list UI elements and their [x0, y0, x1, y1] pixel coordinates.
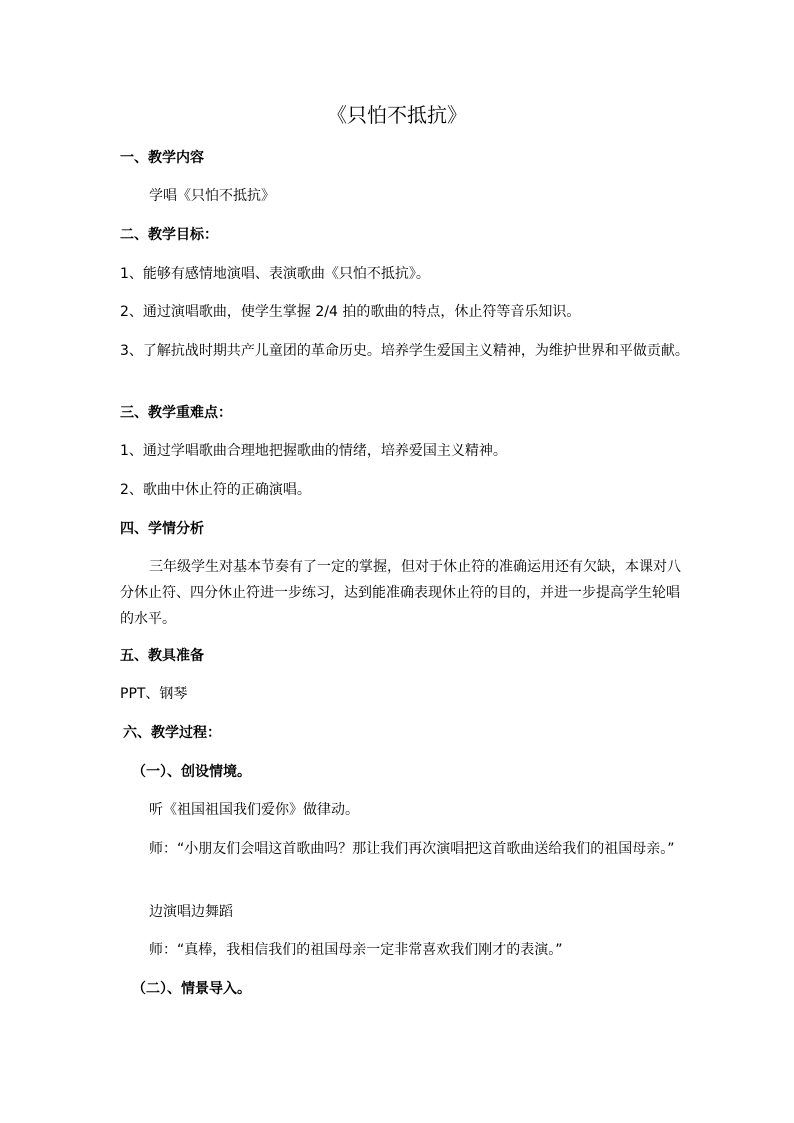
section-heading-difficulties: 三、教学重难点：	[120, 405, 232, 421]
goal-item-3: 3、了解抗战时期共产儿童团的革命历史。培养学生爱国主义精神，为维护世界和平做贡献。	[120, 343, 689, 359]
analysis-paragraph: 三年级学生对基本节奏有了一定的掌握，但对于休止符的准确运用还有欠缺，本课对八分休止符、四分休止符进一步练习，达到能准确表现休止符的目的，并进一步提高学生轮唱的水平。	[120, 559, 681, 627]
materials-paragraph: PPT、钢琴	[120, 686, 188, 702]
content-paragraph: 学唱《只怕不抵抗》	[149, 188, 275, 204]
section-heading-analysis: 四、学情分析	[120, 521, 204, 537]
subsection-heading-scenario: （二）、情景导入。	[132, 981, 251, 997]
goal-item-1: 1、能够有感情地演唱、表演歌曲《只怕不抵抗》。	[120, 266, 430, 282]
section-heading-goals: 二、教学目标：	[120, 227, 218, 243]
subsection-heading-situation: （一）、创设情境。	[132, 764, 251, 780]
process-paragraph-4: 师：“真棒，我相信我们的祖国母亲一定非常喜欢我们刚才的表演。”	[149, 942, 563, 958]
document-title: 《只怕不抵抗》	[327, 103, 467, 127]
difficulty-item-1: 1、通过学唱歌曲合理地把握歌曲的情绪，培养爱国主义精神。	[120, 443, 507, 459]
section-heading-content: 一、教学内容	[120, 150, 204, 166]
difficulty-item-2: 2、歌曲中休止符的正确演唱。	[120, 482, 311, 498]
process-paragraph-2: 师：“小朋友们会唱这首歌曲吗？那让我们再次演唱把这首歌曲送给我们的祖国母亲。”	[149, 841, 675, 857]
section-heading-materials: 五、教具准备	[120, 648, 204, 664]
process-paragraph-3: 边演唱边舞蹈	[149, 904, 233, 920]
process-paragraph-1: 听《祖国祖国我们爱你》做律动。	[149, 802, 359, 818]
goal-item-2: 2、通过演唱歌曲，使学生掌握 2/4 拍的歌曲的特点，休止符等音乐知识。	[120, 304, 581, 320]
section-heading-process: 六、教学过程：	[123, 725, 221, 741]
